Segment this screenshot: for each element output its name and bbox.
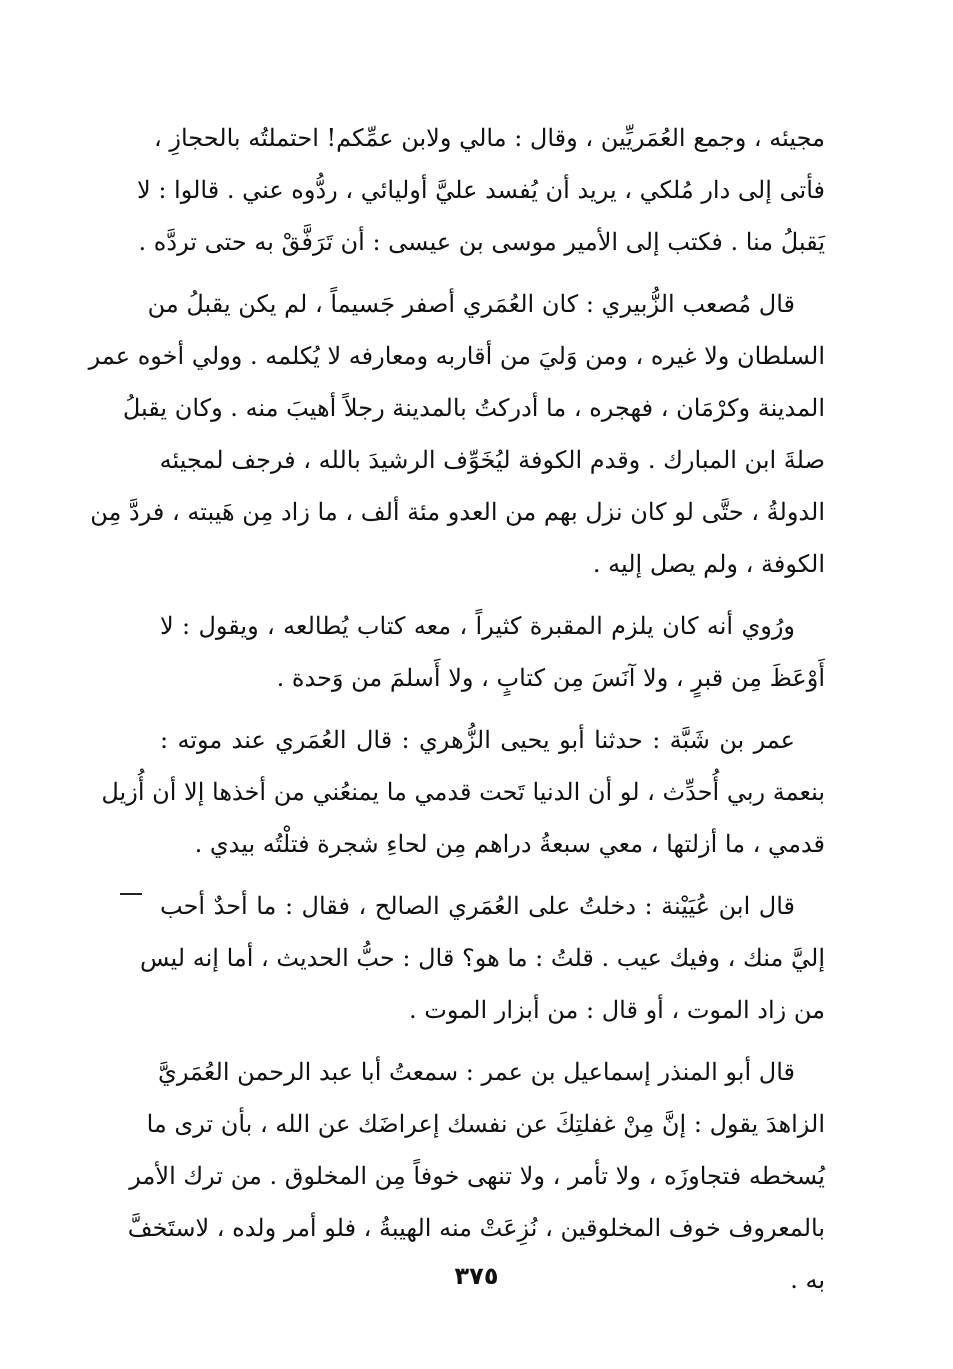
text-line: الزاهدَ يقول : إنَّ مِنْ غفلتِكَ عن نفسك إعراضَك عن الله ، بأن ترى ما <box>146 1110 825 1138</box>
text-line: بالمعروف خوف المخلوقين ، نُزِعَتْ منه الهيبةُ ، فلو أمر ولده ، لاستَخفَّ <box>127 1214 825 1242</box>
text-line: السلطان ولا غيره ، ومن وَليَ من أقاربه ومعارفه لا يُكلمه . وولي أخوه عمر <box>88 342 825 370</box>
paragraph-4 <box>101 714 825 870</box>
page-number: ٣٧٥ <box>454 1262 499 1290</box>
text-line: الكوفة ، ولم يصل إليه . <box>592 550 825 578</box>
text-line: ورُوي أنه كان يلزم المقبرة كثيراً ، معه كتاب يُطالعه ، ويقول : لا <box>160 612 795 640</box>
text-line: عمر بن شَبَّة : حدثنا أبو يحيى الزُّهري : قال العُمَري عند موته : <box>160 726 795 754</box>
text-line: مجيئه ، وجمع العُمَريِّين ، وقال : مالي ولابن عمِّكم! احتملتُه بالحجازِ ، <box>154 124 825 152</box>
text-line: صلةَ ابن المبارك . وقدم الكوفة ليُخَوِّف الرشيدَ بالله ، فرجف لمجيئه <box>159 446 825 474</box>
paragraph-1 <box>137 112 825 268</box>
text-line: به . <box>790 1266 825 1294</box>
page-body <box>88 112 825 1316</box>
text-line: يَقبلُ منا . فكتب إلى الأمير موسى بن عيسى : أن تَرَفَّقْ به حتى تردَّه . <box>138 228 825 256</box>
paragraph-2 <box>88 278 825 590</box>
text-line: الدولةُ ، حتَّى لو كان نزل بهم من العدو مئة ألف ، ما زاد مِن هَيبته ، فردَّ مِن <box>90 498 825 526</box>
text-line: المدينة وكرْمَان ، فهجره ، ما أدركتُ بالمدينة رجلاً أهيبَ منه . وكان يقبلُ <box>122 394 825 422</box>
paragraph-5 <box>139 880 825 1036</box>
text-line: أَوْعَظَ مِن قبرٍ ، ولا آنَسَ مِن كتابٍ ، ولا أَسلمَ من وَحدة . <box>276 664 825 692</box>
text-line: فأتى إلى دار مُلكي ، يريد أن يُفسد عليَّ أوليائي ، ردُّوه عني . قالوا : لا <box>137 176 825 204</box>
text-line: من زاد الموت ، أو قال : من أبزار الموت . <box>409 996 825 1024</box>
margin-dash-mark <box>120 893 142 895</box>
text-line: إليَّ منك ، وفيك عيب . قلتُ : ما هو؟ قال : حبُّ الحديث ، أما إنه ليس <box>139 944 825 972</box>
paragraph-3 <box>160 600 825 704</box>
text-line: قال ابن عُيَيْنة : دخلتُ على العُمَري الصالح ، فقال : ما أحدٌ أحب <box>160 892 795 920</box>
text-line: بنعمة ربي أُحدِّث ، لو أن الدنيا تَحت قدمي ما يمنعُني من أخذها إلا أن أُزيل <box>101 778 825 806</box>
text-line: قال مُصعب الزُّبيري : كان العُمَري أصفر جَسيماً ، لم يكن يقبلُ من <box>147 290 795 318</box>
text-line: قال أبو المنذر إسماعيل بن عمر : سمعتُ أبا عبد الرحمن العُمَريَّ <box>158 1058 795 1086</box>
text-line: يُسخطه فتجاوزَه ، ولا تأمر ، ولا تنهى خوفاً مِن المخلوق . من ترك الأمر <box>129 1162 825 1190</box>
text-line: قدمي ، ما أزلتها ، معي سبعةُ دراهم مِن لحاءِ شجرة فتلْتُه بيدي . <box>194 830 825 858</box>
